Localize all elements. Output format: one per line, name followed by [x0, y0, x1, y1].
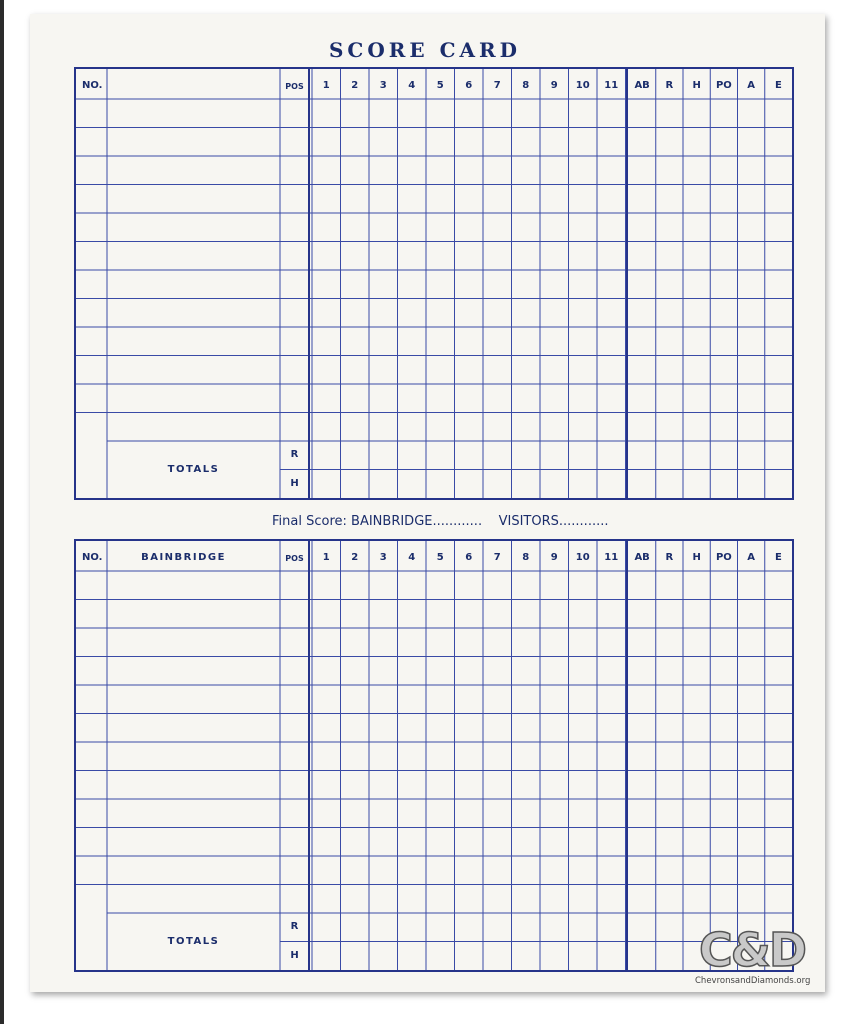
col-header-inning-3: 3 — [379, 80, 387, 91]
final-score-home-label: BAINBRIDGE — [351, 514, 433, 529]
col-header-inning-4: 4 — [408, 80, 416, 91]
col-header-inning-2: 2 — [351, 80, 359, 91]
final-score-prefix: Final Score: — [272, 514, 347, 529]
table-row[interactable] — [107, 242, 280, 271]
col-header-h: H — [692, 80, 701, 91]
col-header-inning-5: 5 — [436, 552, 444, 563]
col-header-inning-11: 11 — [604, 80, 619, 91]
table-row[interactable] — [107, 657, 280, 686]
final-score-away-blank[interactable]: ............ — [558, 514, 609, 529]
table-row[interactable] — [107, 885, 280, 914]
col-header-inning-5: 5 — [436, 80, 444, 91]
table-row[interactable] — [107, 685, 280, 714]
col-header-a: A — [747, 552, 755, 563]
col-header-inning-10: 10 — [575, 80, 590, 91]
totals-label: TOTALS — [167, 463, 220, 475]
totals-hits-label: H — [290, 949, 299, 961]
table-row[interactable] — [107, 714, 280, 743]
scorecard-bainbridge — [74, 539, 794, 972]
watermark-logo — [695, 923, 825, 992]
table-row[interactable] — [107, 356, 280, 385]
table-row[interactable] — [107, 828, 280, 857]
table-row[interactable] — [107, 299, 280, 328]
totals-runs-label: R — [290, 449, 299, 461]
col-header-po: PO — [715, 552, 732, 563]
col-header-e: E — [774, 80, 782, 91]
col-header-inning-7: 7 — [493, 552, 501, 563]
col-header-e: E — [774, 552, 782, 563]
table-row[interactable] — [107, 128, 280, 157]
col-header-team: BAINBRIDGE — [141, 552, 226, 563]
totals-runs-label: R — [290, 921, 299, 933]
table-row[interactable] — [107, 856, 280, 885]
table-row[interactable] — [107, 270, 280, 299]
table-row[interactable] — [107, 213, 280, 242]
col-header-inning-3: 3 — [379, 552, 387, 563]
scorecard-visitors — [74, 67, 794, 500]
col-header-inning-6: 6 — [465, 80, 473, 91]
col-header-a: A — [747, 80, 755, 91]
col-header-inning-4: 4 — [408, 552, 416, 563]
col-header-inning-1: 1 — [322, 552, 330, 563]
table-row[interactable] — [107, 156, 280, 185]
col-header-po: PO — [715, 80, 732, 91]
col-header-inning-10: 10 — [575, 552, 590, 563]
col-header-inning-1: 1 — [322, 80, 330, 91]
watermark-url: ChevronsandDiamonds.org — [695, 976, 811, 986]
scan-edge — [0, 0, 4, 1024]
table-row[interactable] — [107, 327, 280, 356]
table-row[interactable] — [107, 413, 280, 442]
col-header-no: NO. — [82, 552, 103, 563]
table-row[interactable] — [107, 185, 280, 214]
table-row[interactable] — [107, 771, 280, 800]
final-score-away-label: VISITORS — [498, 514, 559, 529]
table-row[interactable] — [107, 384, 280, 413]
table-row[interactable] — [107, 600, 280, 629]
col-header-inning-9: 9 — [550, 80, 558, 91]
cd-logo-mark: C&D — [699, 923, 806, 977]
col-header-inning-2: 2 — [351, 552, 359, 563]
col-header-inning-6: 6 — [465, 552, 473, 563]
table-row[interactable] — [107, 571, 280, 600]
table-row[interactable] — [107, 628, 280, 657]
col-header-ab: AB — [634, 552, 650, 563]
col-header-r: R — [665, 552, 674, 563]
col-header-h: H — [692, 552, 701, 563]
totals-label: TOTALS — [167, 935, 220, 947]
table-row[interactable] — [107, 99, 280, 128]
page-title: SCORE CARD — [328, 38, 521, 62]
final-score-home-blank[interactable]: ............ — [432, 514, 483, 529]
table-row[interactable] — [107, 742, 280, 771]
col-header-r: R — [665, 80, 674, 91]
col-header-pos: POS — [285, 82, 304, 91]
col-header-pos: POS — [285, 554, 304, 563]
col-header-no: NO. — [82, 80, 103, 91]
col-header-inning-8: 8 — [522, 80, 530, 91]
col-header-inning-9: 9 — [550, 552, 558, 563]
table-row[interactable] — [107, 799, 280, 828]
totals-hits-label: H — [290, 477, 299, 489]
col-header-inning-11: 11 — [604, 552, 619, 563]
col-header-inning-8: 8 — [522, 552, 530, 563]
col-header-ab: AB — [634, 80, 650, 91]
final-score-line — [272, 514, 608, 529]
col-header-inning-7: 7 — [493, 80, 501, 91]
